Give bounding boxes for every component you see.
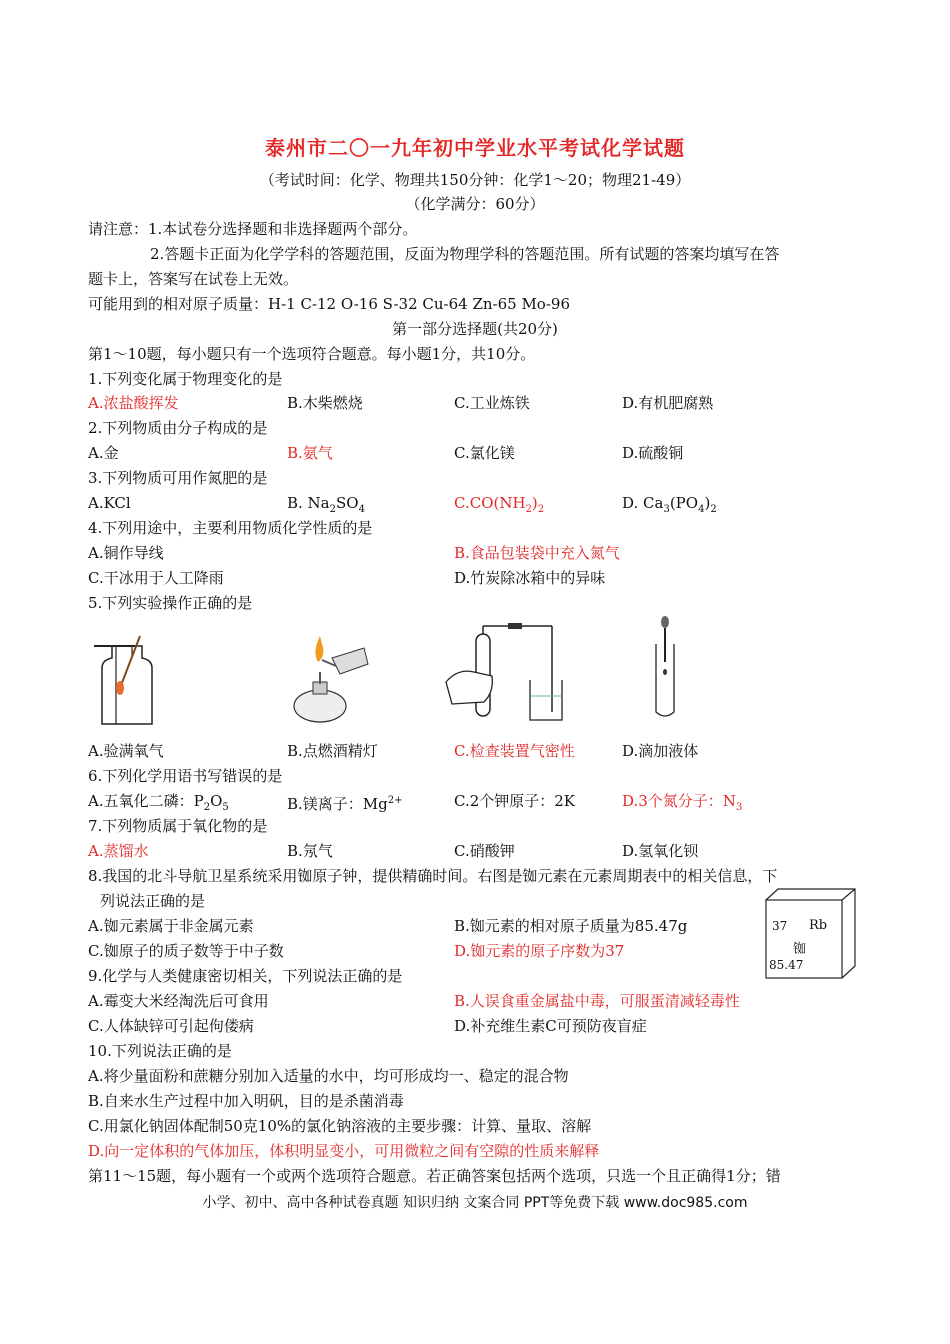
q6-option-c: C.2个钾原子：2K [454,792,576,810]
atomic-masses: 可能用到的相对原子质量：H-1 C-12 O-16 S-32 Cu-64 Zn-65 Mo-96 [88,295,570,313]
q4-stem: 4.下列用途中，主要利用物质化学性质的是 [88,519,373,537]
q2-stem: 2.下列物质由分子构成的是 [88,419,268,437]
q10-option-d: D.向一定体积的气体加压，体积明显变小，可用微粒之间有空隙的性质来解释 [88,1142,600,1160]
q10-option-a: A.将少量面粉和蔗糖分别加入适量的水中，均可形成均一、稳定的混合物 [88,1067,569,1085]
q2-option-c: C.氯化镁 [454,444,515,462]
q5-option-d: D.滴加液体 [622,742,699,760]
q9-option-d: D.补充维生素C可预防夜盲症 [454,1017,647,1035]
rubidium-element-cell [765,888,857,980]
q9-option-b: B.人误食重金属盐中毒，可服蛋清减轻毒性 [454,992,740,1010]
q3-option-a: A.KCl [88,494,131,512]
q8-option-a: A.铷元素属于非金属元素 [88,917,254,935]
q9-stem: 9.化学与人类健康密切相关，下列说法正确的是 [88,967,403,985]
q3-option-b: B. $Na_2SO_4$ [287,494,365,515]
q9-option-a: A.霉变大米经淘洗后可食用 [88,992,269,1010]
q1-option-b: B.木柴燃烧 [287,394,363,412]
q5-stem: 5.下列实验操作正确的是 [88,594,253,612]
q7-option-a: A.蒸馏水 [88,842,149,860]
alcohol-lamp-figure [282,628,377,728]
notice-1: 请注意：1.本试卷分选择题和非选择题两个部分。 [88,220,418,238]
footer-ad: 小学、初中、高中各种试卷真题 知识归纳 文案合同 PPT等免费下载 www.doc985.com [202,1195,748,1211]
notice-2b: 题卡上，答案写在试卷上无效。 [88,270,299,288]
q2-option-d: D.硫酸铜 [622,444,684,462]
exam-subtitle-score: （化学满分：60分） [405,195,545,213]
q3-option-c: $C.CO(NH_2)_2$ [454,494,545,515]
q4-option-d: D.竹炭除冰箱中的异味 [454,569,606,587]
notice-2a: 2.答题卡正面为化学学科的答题范围，反面为物理学科的答题范围。所有试题的答案均填写在答 [150,245,780,263]
q10-stem: 10.下列说法正确的是 [88,1042,232,1060]
q9-option-c: C.人体缺锌可引起佝偻病 [88,1017,254,1035]
instruction-11-15: 第11～15题，每小题有一个或两个选项符合题意。若正确答案包括两个选项，只选一个且正确得1分；错 [88,1167,781,1185]
part-one-heading: 第一部分选择题(共20分) [392,320,558,338]
oxygen-bottle-figure [92,628,162,728]
q2-option-a: A.金 [88,444,119,462]
element-mass: 85.47 [769,958,804,972]
instruction-1-10: 第1～10题，每小题只有一个选项符合题意。每小题1分，共10分。 [88,345,536,363]
exam-subtitle-time: （考试时间：化学、物理共150分钟：化学1～20；物理21-49） [259,171,691,189]
dropper-figure [650,614,680,724]
q8-option-b: B.铷元素的相对原子质量为85.47g [454,917,688,935]
q1-stem: 1.下列变化属于物理变化的是 [88,370,283,388]
q4-option-a: A.铜作导线 [88,544,164,562]
q5-option-b: B.点燃酒精灯 [287,742,378,760]
q8-stem-1: 8.我国的北斗导航卫星系统采用铷原子钟，提供精确时间。右图是铷元素在元素周期表中的相关信息，下 [88,867,778,885]
q6-option-d: D.3个氮分子：$N_3$ [622,792,743,813]
element-symbol: Rb [809,918,828,933]
q6-option-b: B.镁离子：$Mg^{2+}$ [287,795,403,813]
exam-title: 泰州市二〇一九年初中学业水平考试化学试题 [265,136,685,160]
q5-option-a: A.验满氧气 [88,742,164,760]
element-name: 铷 [793,942,807,957]
q3-stem: 3.下列物质可用作氮肥的是 [88,469,268,487]
q7-option-c: C.硝酸钾 [454,842,515,860]
element-number: 37 [772,919,788,933]
q1-option-d: D.有机肥腐熟 [622,394,714,412]
q10-option-c: C.用氯化钠固体配制50克10%的氯化钠溶液的主要步骤：计算、量取、溶解 [88,1117,592,1135]
q10-option-b: B.自来水生产过程中加入明矾，目的是杀菌消毒 [88,1092,404,1110]
q1-option-c: C.工业炼铁 [454,394,530,412]
q4-option-b: B.食品包装袋中充入氮气 [454,544,620,562]
q7-stem: 7.下列物质属于氧化物的是 [88,817,268,835]
q6-stem: 6.下列化学用语书写错误的是 [88,767,283,785]
q4-option-c: C.干冰用于人工降雨 [88,569,224,587]
q3-option-d: D. $Ca_3(PO_4)_2$ [622,494,717,515]
q6-option-a: A.五氧化二磷：$P_2O_5$ [88,792,229,813]
q7-option-d: D.氢氧化钡 [622,842,699,860]
q2-option-b: B.氨气 [287,444,333,462]
q7-option-b: B.氖气 [287,842,333,860]
q8-stem-2: 列说法正确的是 [100,892,206,910]
q1-option-a: A.浓盐酸挥发 [88,394,179,412]
q8-option-d: D.铷元素的原子序数为37 [454,942,625,960]
airtightness-check-figure [444,620,564,730]
q5-option-c: C.检查装置气密性 [454,742,575,760]
q8-option-c: C.铷原子的质子数等于中子数 [88,942,284,960]
